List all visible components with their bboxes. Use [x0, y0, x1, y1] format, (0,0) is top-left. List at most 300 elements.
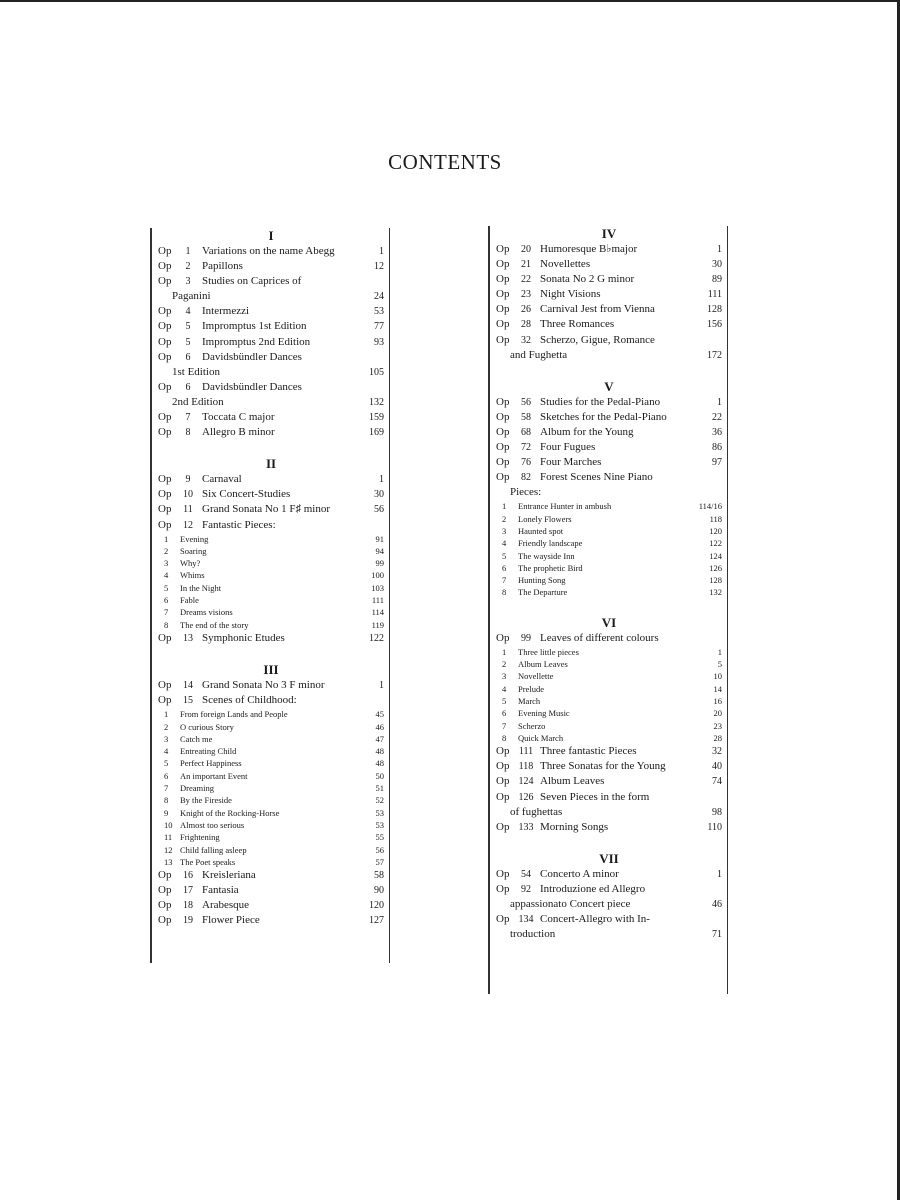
work-title: Concerto A minor [540, 867, 619, 880]
work-title: Grand Sonata No 3 F minor [202, 679, 325, 692]
piece-row [158, 582, 384, 594]
opus-entry-row [158, 898, 384, 913]
piece-number: 8 [502, 732, 507, 743]
page-number: 74 [712, 776, 722, 788]
piece-number: 4 [164, 746, 169, 757]
opus-entry-row [158, 678, 384, 693]
piece-title: Entrance Hunter in ambush [518, 501, 612, 512]
page-number: 105 [369, 366, 384, 378]
page-number: 45 [375, 709, 384, 720]
piece-number: 8 [164, 619, 169, 630]
page-number: 99 [375, 558, 384, 569]
opus-number: 6 [185, 381, 191, 393]
work-title: Forest Scenes Nine Piano [540, 471, 653, 484]
entry-title-continued: 2nd Edition [172, 395, 224, 408]
piece-title: An important Event [180, 770, 248, 781]
opus-prefix: Op [158, 899, 172, 912]
opus-entry-row [496, 820, 722, 835]
column-rule-right [727, 226, 729, 994]
opus-prefix: Op [496, 631, 510, 644]
opus-entry-row [496, 790, 722, 805]
opus-number: 111 [518, 746, 534, 758]
opus-entry-row [496, 631, 722, 646]
piece-number: 2 [164, 721, 169, 732]
piece-row [158, 745, 384, 757]
work-title: Novellettes [540, 258, 591, 271]
piece-row [158, 831, 384, 843]
page-number [698, 912, 722, 927]
work-title: Arabesque [202, 899, 250, 912]
piece-number: 6 [502, 708, 507, 719]
piece-number: 2 [164, 545, 169, 556]
piece-row [496, 525, 722, 537]
opus-entry-row [496, 912, 722, 927]
opus-prefix: Op [158, 305, 172, 318]
opus-prefix: Op [158, 914, 172, 927]
piece-number: 6 [164, 595, 169, 606]
piece-row [496, 695, 722, 707]
piece-number: 6 [502, 562, 507, 573]
opus-prefix: Op [496, 395, 510, 408]
page-number [698, 485, 722, 500]
piece-row [158, 844, 384, 856]
opus-number: 1 [185, 246, 191, 257]
opus-prefix: Op [496, 790, 510, 803]
piece-title: Evening [180, 533, 209, 544]
opus-entry-row [158, 319, 384, 334]
page-number: 111 [707, 289, 722, 301]
section-spacer [496, 363, 722, 379]
opus-entry-row [158, 913, 384, 928]
page-number [698, 631, 722, 646]
page-number [360, 350, 384, 365]
entry-continuation-row [496, 897, 722, 912]
piece-title: Soaring [180, 545, 207, 556]
opus-number: 72 [521, 442, 531, 454]
entry-title-continued: of fughettas [510, 805, 563, 818]
opus-number: 8 [185, 427, 191, 439]
opus-prefix: Op [158, 694, 172, 707]
opus-number: 4 [185, 306, 191, 318]
opus-number: 16 [183, 870, 193, 882]
opus-number: 126 [518, 791, 534, 803]
page-number: 14 [713, 683, 722, 694]
piece-row [496, 513, 722, 525]
work-title: Impromptus 1st Edition [202, 320, 307, 333]
entry-title-continued: Paganini [172, 290, 211, 303]
piece-row [496, 537, 722, 549]
piece-title: The Poet speaks [180, 856, 236, 867]
piece-row [158, 782, 384, 794]
opus-number: 124 [518, 776, 534, 788]
section-heading: VII [599, 850, 619, 866]
piece-row [158, 557, 384, 569]
piece-row [496, 646, 722, 658]
piece-row [496, 683, 722, 695]
opus-number: 118 [518, 761, 534, 773]
page-number: 48 [375, 758, 384, 769]
piece-title: By the Fireside [180, 795, 232, 806]
work-title: Concert-Allegro with In- [540, 913, 650, 926]
opus-prefix: Op [496, 471, 510, 484]
page-number: 28 [713, 732, 722, 743]
page-number: 1 [379, 680, 384, 692]
page-number: 128 [707, 304, 722, 316]
opus-number: 76 [521, 457, 531, 469]
opus-entry-row [158, 380, 384, 395]
piece-number: 1 [164, 533, 169, 544]
piece-number: 2 [502, 659, 507, 670]
opus-number: 13 [183, 632, 193, 644]
work-title: Album Leaves [540, 775, 605, 788]
opus-prefix: Op [158, 884, 172, 897]
opus-entry-row [158, 335, 384, 350]
opus-prefix: Op [158, 631, 172, 644]
piece-row [158, 708, 384, 720]
page-number: 114/16 [698, 501, 722, 512]
opus-number: 19 [183, 915, 193, 927]
piece-number: 3 [164, 558, 169, 569]
page-number [360, 380, 384, 395]
piece-number: 1 [164, 709, 169, 720]
opus-entry-row [158, 883, 384, 898]
page-number: 56 [374, 504, 384, 516]
opus-number: 99 [521, 632, 531, 644]
piece-number: 5 [502, 550, 507, 561]
page-number: 57 [375, 856, 384, 867]
work-title: Four Fugues [540, 441, 596, 454]
piece-title: Scherzo [518, 720, 546, 731]
opus-prefix: Op [496, 882, 510, 895]
work-title: Seven Pieces in the form [540, 790, 650, 803]
page-number: 93 [374, 336, 384, 348]
work-title: Fantasia [202, 884, 239, 897]
page-number: 172 [707, 349, 722, 361]
page-number: 128 [709, 575, 722, 586]
work-title: Grand Sonata No 1 F♯ minor [202, 503, 331, 516]
page-number: 48 [375, 746, 384, 757]
opus-number: 11 [183, 504, 193, 516]
opus-entry-row [158, 350, 384, 365]
piece-row [158, 606, 384, 618]
opus-number: 58 [521, 411, 531, 423]
page-number: 77 [374, 321, 384, 333]
page-number: 1 [717, 868, 722, 880]
page-number: 100 [371, 570, 384, 581]
piece-title: Whims [180, 570, 205, 581]
opus-entry-row [158, 274, 384, 289]
opus-entry-row [158, 244, 384, 259]
opus-number: 7 [185, 412, 191, 424]
page-number: 1 [717, 396, 722, 408]
opus-entry-row [496, 395, 722, 410]
opus-prefix: Op [158, 380, 172, 393]
page-number: 22 [712, 411, 722, 423]
opus-prefix: Op [158, 350, 172, 363]
piece-row [496, 562, 722, 574]
opus-number: 56 [521, 396, 531, 408]
opus-prefix: Op [158, 320, 172, 333]
opus-prefix: Op [496, 288, 510, 301]
page-number: 94 [375, 545, 384, 556]
piece-number: 4 [502, 683, 507, 694]
work-title: Leaves of different colours [540, 631, 659, 644]
piece-title: Fable [180, 595, 199, 606]
opus-number: 10 [183, 489, 193, 501]
entry-continuation-row [496, 485, 722, 500]
opus-prefix: Op [158, 335, 172, 348]
page-number: 53 [375, 807, 384, 818]
page-number: 20 [713, 708, 722, 719]
piece-title: March [518, 696, 541, 707]
opus-number: 12 [183, 519, 193, 531]
opus-number: 28 [521, 319, 531, 331]
opus-prefix: Op [158, 679, 172, 692]
page-number: 56 [375, 844, 384, 855]
opus-prefix: Op [496, 820, 510, 833]
entry-continuation-row [496, 927, 722, 942]
opus-prefix: Op [496, 303, 510, 316]
opus-entry-row [496, 287, 722, 302]
opus-prefix: Op [496, 258, 510, 271]
work-title: Symphonic Etudes [202, 631, 285, 644]
opus-prefix: Op [158, 426, 172, 439]
piece-row [158, 594, 384, 606]
contents-column-right [488, 226, 728, 994]
section-heading: II [265, 456, 277, 472]
opus-prefix: Op [158, 245, 172, 257]
opus-entry-row [158, 410, 384, 425]
piece-row [158, 807, 384, 819]
opus-prefix: Op [496, 913, 510, 926]
piece-number: 3 [502, 526, 507, 536]
piece-number: 4 [502, 538, 507, 549]
page-number: 5 [717, 659, 722, 670]
work-title: Impromptus 2nd Edition [202, 335, 311, 348]
piece-number: 7 [164, 607, 169, 618]
page-number: 30 [374, 489, 384, 501]
opus-prefix: Op [496, 867, 510, 880]
piece-number: 12 [164, 844, 173, 855]
piece-number: 8 [164, 795, 169, 806]
piece-row [496, 550, 722, 562]
entry-title-continued: and Fughetta [510, 348, 568, 361]
piece-number: 7 [502, 720, 507, 731]
page-number: 159 [369, 412, 384, 424]
page-number [698, 333, 722, 348]
page-number: 132 [369, 396, 384, 408]
opus-prefix: Op [158, 518, 172, 531]
opus-number: 68 [521, 426, 531, 438]
piece-number: 9 [164, 807, 169, 818]
piece-number: 11 [164, 832, 173, 843]
entry-continuation-row [496, 348, 722, 363]
opus-entry-row [496, 242, 722, 257]
opus-number: 20 [521, 244, 531, 255]
opus-number: 18 [183, 900, 193, 912]
piece-title: Child falling asleep [180, 844, 247, 855]
piece-row [496, 658, 722, 670]
piece-row [158, 757, 384, 769]
work-title: Studies for the Pedal-Piano [540, 395, 661, 408]
page-number [698, 882, 722, 897]
work-title: Introduzione ed Allegro [540, 882, 646, 895]
piece-number: 5 [164, 582, 169, 593]
entry-continuation-row [496, 805, 722, 820]
work-title: Davidsbündler Dances [202, 350, 302, 363]
opus-entry-row [158, 631, 384, 646]
piece-title: Evening Music [518, 708, 570, 719]
page-number: 12 [374, 261, 384, 273]
work-title: Three Romances [540, 318, 615, 331]
opus-number: 5 [185, 336, 191, 348]
work-title: Four Marches [540, 456, 602, 469]
section-heading: I [268, 228, 274, 243]
piece-number: 8 [502, 587, 507, 598]
page-title: CONTENTS [388, 150, 502, 174]
opus-number: 26 [521, 304, 531, 316]
page-number [360, 693, 384, 708]
opus-prefix: Op [158, 411, 172, 424]
opus-prefix: Op [496, 760, 510, 773]
page-number: 53 [374, 306, 384, 318]
page-number: 132 [709, 587, 722, 598]
page-number: 110 [707, 821, 722, 833]
piece-number: 5 [502, 696, 507, 707]
page-number: 47 [375, 733, 384, 744]
page-number [360, 518, 384, 533]
opus-entry-row [496, 867, 722, 882]
opus-entry-row [496, 759, 722, 774]
page-number: 91 [375, 533, 384, 544]
opus-number: 92 [521, 883, 531, 895]
column-content [496, 226, 722, 942]
section-heading: IV [601, 226, 617, 241]
work-title: Kreisleriana [202, 869, 256, 882]
page-number: 127 [369, 915, 384, 927]
opus-prefix: Op [496, 333, 510, 346]
column-rule-left [150, 228, 152, 963]
opus-entry-row [496, 774, 722, 789]
opus-number: 23 [521, 289, 531, 301]
page-number: 1 [379, 246, 384, 257]
opus-number: 2 [185, 261, 191, 273]
page-number: 89 [712, 274, 722, 286]
opus-number: 21 [521, 259, 531, 271]
opus-number: 32 [521, 334, 531, 346]
work-title: Studies on Caprices of [202, 275, 302, 288]
piece-row [158, 733, 384, 745]
page-number: 30 [712, 259, 722, 271]
opus-prefix: Op [496, 775, 510, 788]
opus-number: 6 [185, 351, 191, 363]
piece-title: Novellette [518, 671, 554, 682]
opus-entry-row [158, 472, 384, 487]
opus-entry-row [496, 440, 722, 455]
column-rule-right [389, 228, 391, 963]
page-number: 97 [712, 457, 722, 469]
piece-title: Why? [180, 558, 201, 569]
piece-title: Knight of the Rocking-Horse [180, 807, 280, 818]
piece-title: From foreign Lands and People [180, 709, 288, 720]
section-heading: III [263, 662, 279, 678]
page-number: 58 [374, 870, 384, 882]
page-number: 90 [374, 885, 384, 897]
work-title: Scenes of Childhood: [202, 694, 297, 707]
page-number: 114 [371, 607, 384, 618]
piece-row [496, 707, 722, 719]
page-number [360, 274, 384, 289]
opus-number: 134 [518, 914, 534, 926]
piece-title: Prelude [518, 683, 544, 694]
page-number: 118 [709, 513, 722, 524]
page-number: 156 [707, 319, 722, 331]
page-number: 24 [374, 291, 384, 303]
piece-row [158, 819, 384, 831]
column-content [158, 228, 384, 928]
piece-title: Dreams visions [180, 607, 233, 618]
page-number: 1 [717, 646, 722, 657]
entry-continuation-row [158, 365, 384, 380]
work-title: Night Visions [540, 288, 601, 301]
page-number: 169 [369, 427, 384, 439]
piece-number: 1 [502, 501, 507, 512]
piece-title: Perfect Happiness [180, 758, 242, 769]
page-number: 126 [709, 562, 722, 573]
page-number: 23 [713, 720, 722, 731]
page-number: 46 [375, 721, 384, 732]
piece-number: 10 [164, 819, 173, 830]
page-number: 122 [709, 538, 722, 549]
page-number: 50 [375, 770, 384, 781]
opus-prefix: Op [158, 488, 172, 501]
piece-number: 13 [164, 856, 173, 867]
piece-number: 7 [164, 783, 169, 794]
page-number: 119 [371, 619, 384, 630]
opus-prefix: Op [496, 318, 510, 331]
piece-number: 2 [502, 513, 507, 524]
piece-row [496, 720, 722, 732]
opus-entry-row [496, 455, 722, 470]
work-title: Six Concert-Studies [202, 488, 291, 501]
work-title: Fantastic Pieces: [202, 518, 276, 531]
piece-row [158, 619, 384, 631]
piece-row [496, 670, 722, 682]
section-spacer [496, 599, 722, 615]
piece-title: Friendly landscape [518, 538, 583, 549]
opus-prefix: Op [158, 503, 172, 516]
piece-row [158, 856, 384, 868]
work-title: Sketches for the Pedal-Piano [540, 410, 667, 423]
opus-entry-row [158, 259, 384, 274]
page-number: 36 [712, 426, 722, 438]
page-number: 51 [375, 783, 384, 794]
piece-row [496, 732, 722, 744]
work-title: Scherzo, Gigue, Romance [540, 333, 655, 346]
piece-title: O curious Story [180, 721, 234, 732]
work-title: Variations on the name Abegg [202, 245, 335, 257]
work-title: Carnival Jest from Vienna [540, 303, 655, 316]
contents-column-left [150, 228, 390, 963]
opus-entry-row [158, 868, 384, 883]
work-title: Three fantastic Pieces [540, 745, 637, 758]
opus-prefix: Op [158, 473, 172, 486]
piece-title: Album Leaves [518, 659, 568, 670]
piece-title: The Departure [518, 587, 568, 598]
opus-prefix: Op [496, 456, 510, 469]
opus-prefix: Op [158, 869, 172, 882]
piece-row [158, 545, 384, 557]
